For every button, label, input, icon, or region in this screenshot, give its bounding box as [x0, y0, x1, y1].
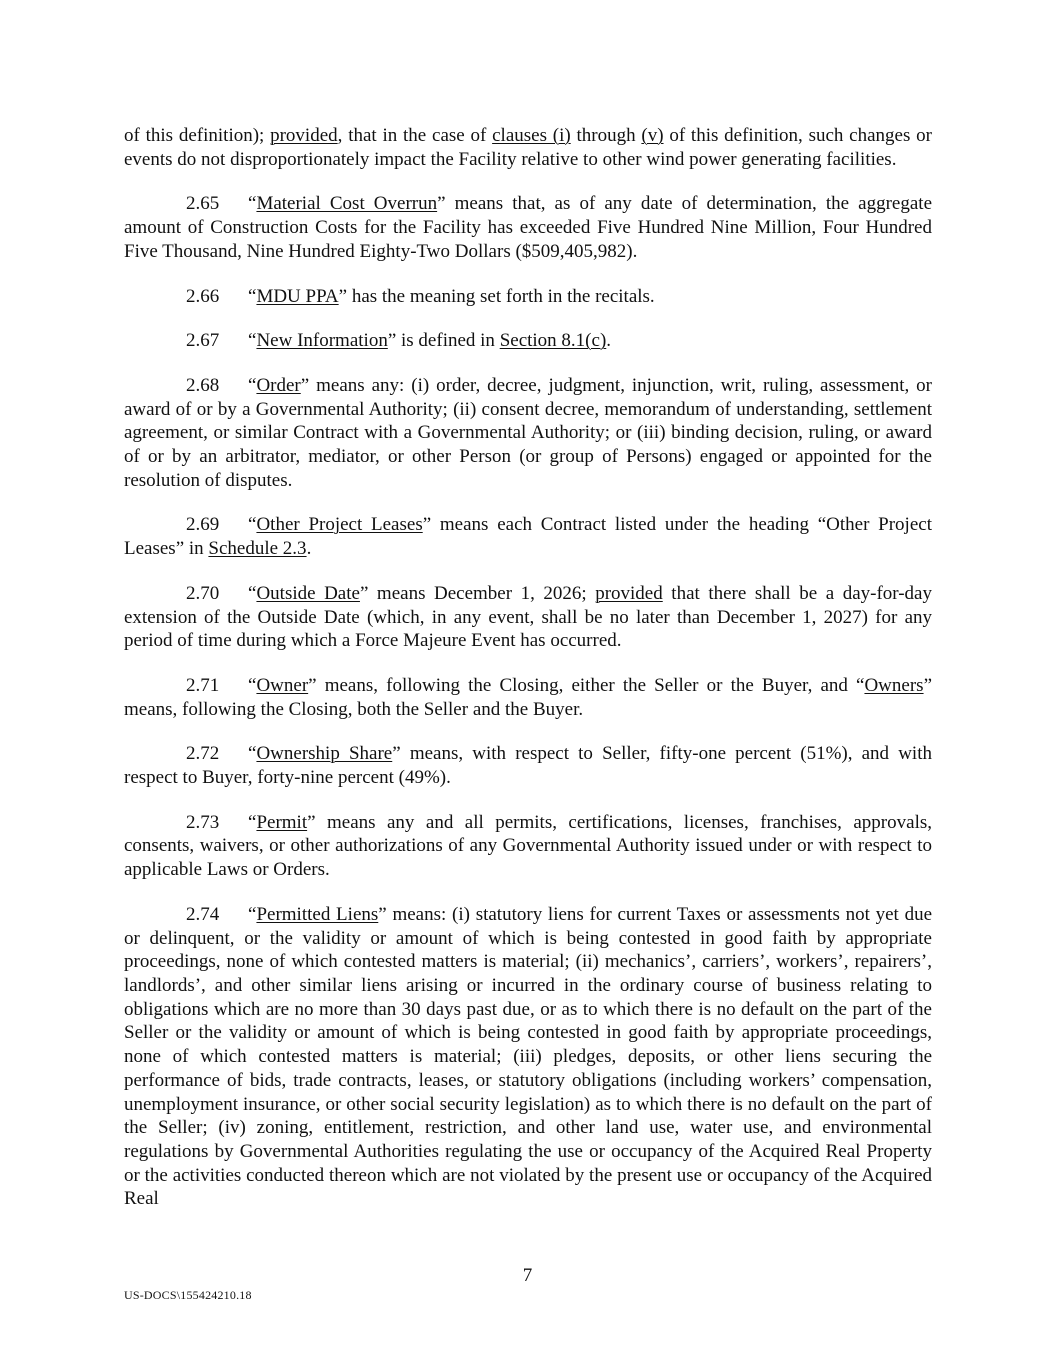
- section-2-71: [124, 674, 932, 721]
- section-number: 2.68: [186, 374, 220, 396]
- quote-mark: “: [248, 674, 257, 696]
- document-body: [124, 124, 932, 1232]
- quote-mark: “: [248, 374, 257, 396]
- section-number: 2.69: [186, 514, 220, 536]
- section-number: 2.67: [186, 330, 220, 352]
- definition-text: ” means each Contract listed under the heading “Other Project Leases” in: [124, 514, 932, 560]
- ref-clause-v: (v): [641, 125, 664, 146]
- defined-term: Permit: [256, 811, 308, 833]
- definition-text: .: [606, 330, 612, 352]
- section-2-69: [124, 513, 932, 560]
- quote-mark: “: [248, 743, 257, 765]
- defined-term: Other Project Leases: [256, 514, 423, 536]
- defined-term: Owners: [864, 674, 924, 696]
- defined-term: Permitted Liens: [256, 903, 379, 925]
- defined-term: Order: [256, 374, 301, 396]
- section-number: 2.71: [186, 674, 220, 696]
- defined-term: MDU PPA: [256, 285, 339, 307]
- section-2-67: [124, 329, 932, 353]
- definition-text: ” is defined in: [387, 330, 500, 352]
- defined-term: Owner: [256, 674, 309, 696]
- definition-text: ” means, with respect to Seller, fifty-one percent (51%), and with respect to Buyer, forty-nine percent (49%).: [124, 743, 932, 789]
- definition-text: ” has the meaning set forth in the recitals.: [338, 285, 655, 307]
- section-2-65: [124, 192, 932, 263]
- quote-mark: “: [248, 903, 257, 925]
- term-provided: provided: [270, 125, 338, 146]
- section-2-72: [124, 742, 932, 789]
- quote-mark: “: [248, 330, 257, 352]
- section-number: 2.65: [186, 193, 220, 215]
- document-id: US-DOCS\155424210.18: [124, 1288, 252, 1302]
- text: , that in the case of: [337, 125, 493, 146]
- defined-term: Material Cost Overrun: [256, 193, 438, 215]
- defined-term: New Information: [256, 330, 388, 352]
- section-2-68: [124, 374, 932, 493]
- quote-mark: “: [248, 514, 257, 536]
- definition-text: .: [306, 538, 312, 560]
- quote-mark: “: [248, 285, 257, 307]
- definition-text: ” means, following the Closing, both the Seller and the Buyer.: [124, 674, 932, 720]
- quote-mark: “: [248, 811, 257, 833]
- page-number: 7: [522, 1265, 533, 1286]
- term-provided: provided: [595, 582, 663, 604]
- section-2-74: [124, 903, 932, 1211]
- section-number: 2.73: [186, 811, 220, 833]
- definition-text: ” means any and all permits, certifications, licenses, franchises, approvals, consents, waivers, or other authorizations of any Governmental Authority issued under or with respect to applicable Laws or Orders.: [124, 811, 932, 881]
- text: through: [570, 125, 642, 146]
- section-2-70: [124, 582, 932, 653]
- definition-text: that there shall be a day-for-day extension of the Outside Date (which, in any event, shall be no later than December 1, 2027) for any period of time during which a Force Majeure Event has occurred.: [124, 582, 932, 652]
- section-number: 2.72: [186, 743, 220, 765]
- quote-mark: “: [248, 582, 257, 604]
- section-2-66: [124, 285, 932, 309]
- definition-text: ” means: (i) statutory liens for current Taxes or assessments not yet due or delinquent, or the validity or amount of which is being contested in good faith by appropriate proceedings, none of which contested matters is material; (ii) mechanics’, carriers’, workers’, repairers’, landlords’, and other similar liens arising or incurred in the ordinary course of business relating to obligations which are no more than 30 days past due, or as to which there is no default on the part of the Seller or the validity or amount of which is being contested in good faith by appropriate proceedings, none of which contested matters is material; (iii) pledges, deposits, or other liens securing the performance of bids, trade contracts, leases, or statutory obligations (including workers’ compensation, unemployment insurance, or other social security legislation) as to which there is no default on the part of the Seller; (iv) zoning, entitlement, restriction, and other land use, water use, and environmental regulations by Governmental Authorities regulating the use or occupancy of the Acquired Real Property or the activities conducted thereon which are not violated by the present use or occupancy of the Acquired Real: [124, 903, 932, 1210]
- cross-reference: Schedule 2.3: [208, 538, 307, 560]
- section-number: 2.74: [186, 903, 220, 925]
- definition-text: ” means any: (i) order, decree, judgment, injunction, writ, ruling, assessment, or award of or by a Governmental Authority; (ii) consent decree, memorandum of understanding, settlement agreement, or similar Contract with a Governmental Authority; or (iii) binding decision, ruling, or award of or by an arbitrator, mediator, or other Person (or group of Persons) engaged or appointed for the resolution of disputes.: [124, 374, 932, 491]
- section-number: 2.66: [186, 285, 220, 307]
- definition-text: ” means, following the Closing, either the Seller or the Buyer, and “: [308, 674, 865, 696]
- section-number: 2.70: [186, 582, 220, 604]
- text: of this definition);: [124, 125, 271, 146]
- section-2-73: [124, 811, 932, 882]
- ref-clauses-i: clauses (i): [492, 125, 571, 146]
- definition-text: ” means that, as of any date of determination, the aggregate amount of Construction Costs for the Facility has exceeded Five Hundred Nine Million, Four Hundred Five Thousand, Nine Hundred Eighty-Two Dollars ($509,405,982).: [124, 193, 932, 262]
- defined-term: Outside Date: [256, 582, 360, 604]
- definition-text: ” means December 1, 2026;: [359, 582, 596, 604]
- defined-term: Ownership Share: [256, 743, 393, 765]
- cross-reference: Section 8.1(c): [499, 330, 607, 352]
- text: of this definition, such changes or events do not disproportionately impact the Facility relative to other wind power generating facilities.: [124, 125, 932, 170]
- quote-mark: “: [248, 193, 257, 215]
- paragraph-continuation: [124, 124, 932, 171]
